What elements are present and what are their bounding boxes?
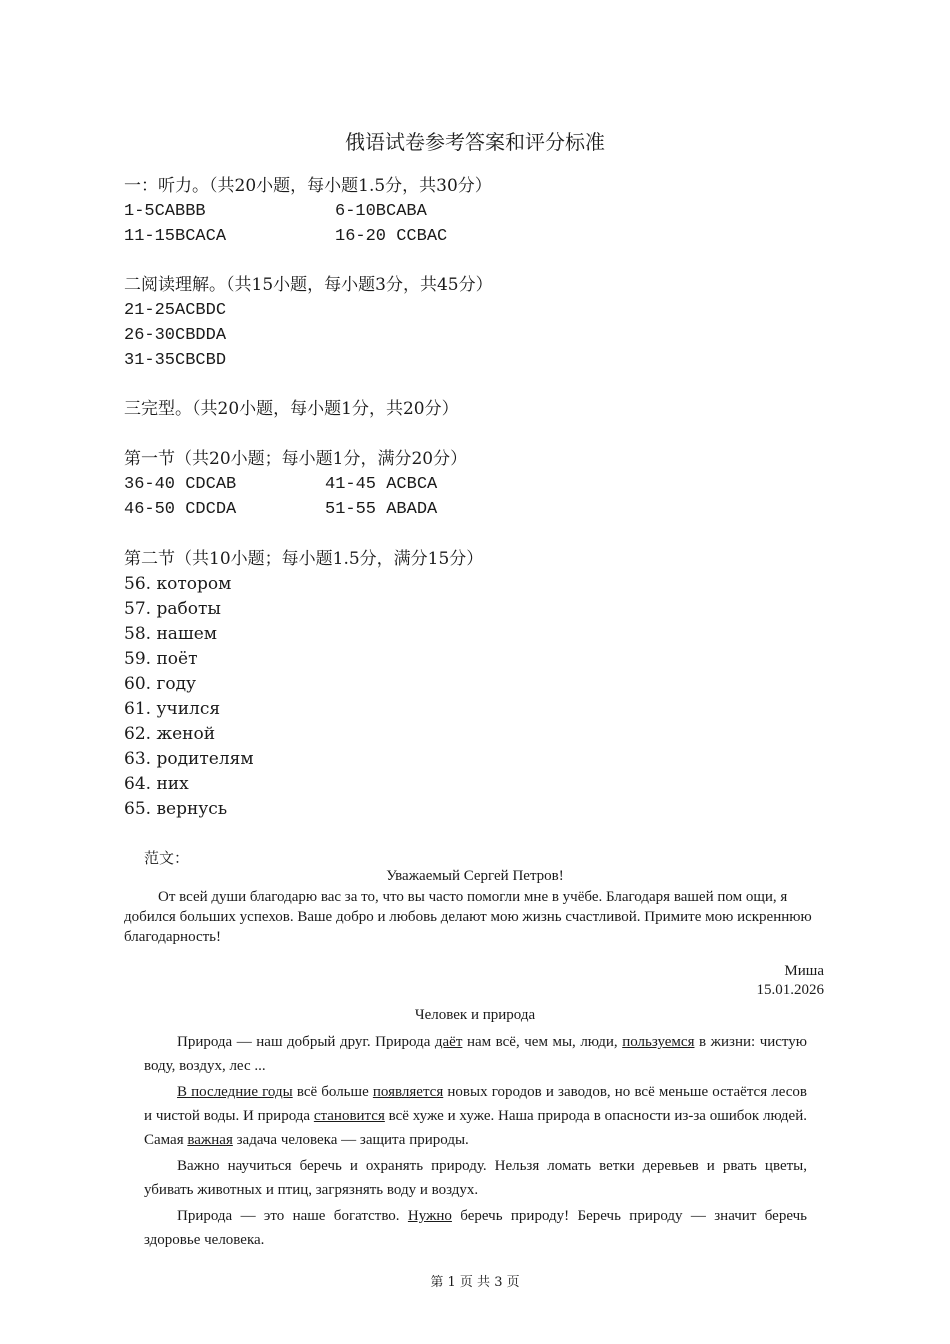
list-item: 62. женой <box>124 724 216 744</box>
list-item: 60. году <box>124 674 197 694</box>
letter-signature: Миша <box>784 963 824 979</box>
essay-title: Человек и природа <box>414 1007 536 1023</box>
page-footer: 第 1 页 共 3 页 <box>430 1275 520 1290</box>
answer-row: 11-15BCACA <box>124 227 227 246</box>
answer-row: 41-45 ACBCA <box>325 475 438 494</box>
list-item: 63. родителям <box>124 749 254 769</box>
list-item: 59. поёт <box>124 649 198 669</box>
essay-paragraph: Важно научиться беречь и охранять природу. Нельзя ломать ветки деревьев и рвать цветы, убивать животных и птиц, загрязнять воду и воздух. <box>144 1158 807 1198</box>
answer-row: 1-5CABBB <box>124 202 206 221</box>
essay-paragraph: Природа — это наше богатство. Нужно беречь природу! Беречь природу — значит беречь здоровье человека. <box>144 1208 807 1248</box>
list-item: 57. работы <box>124 599 221 619</box>
page-title: 俄语试卷参考答案和评分标准 <box>345 130 605 154</box>
part2-heading: 第二节（共10小题；每小题1.5分，满分15分） <box>124 549 484 569</box>
letter-greeting: Уважаемый Сергей Петров! <box>386 868 564 884</box>
list-item: 61. учился <box>124 699 221 719</box>
answer-row: 46-50 CDCDA <box>124 500 237 519</box>
list-item: 64. них <box>124 774 189 794</box>
letter-date: 15.01.2026 <box>756 982 824 998</box>
section1-heading: 一：听力。（共20小题，每小题1.5分，共30分） <box>124 176 492 196</box>
answer-row: 36-40 CDCAB <box>124 475 237 494</box>
answer-row: 26-30CBDDA <box>124 326 227 345</box>
essay-paragraph: Природа — наш добрый друг. Природа даёт нам всё, чем мы, люди, пользуемся в жизни: чистую воду, воздух, лес ... <box>144 1034 807 1074</box>
sample-label: 范文： <box>144 849 190 867</box>
answer-row: 51-55 ABADA <box>325 500 438 519</box>
answer-row: 31-35CBCBD <box>124 351 227 370</box>
letter-body: От всей души благодарю вас за то, что вы часто помогли мне в учёбе. Благодаря вашей пом ощи, я добился больших успехов. Ваше добро и любовь делают мою жизнь счастливой. Примите мою искреннюю благодарность! <box>124 889 812 945</box>
answer-row: 21-25ACBDC <box>124 301 227 320</box>
essay-paragraph: В последние годы всё больше появляется новых городов и заводов, но всё меньше остаётся лесов и чистой воды. И природа становится всё хуже и хуже. Наша природа в опасности из-за ошибок людей. Самая важная задача человека — защита природы. <box>144 1084 808 1148</box>
list-item: 65. вернусь <box>124 799 228 819</box>
answer-row: 6-10BCABA <box>335 202 427 221</box>
part1-heading: 第一节（共20小题；每小题1分，满分20分） <box>124 449 468 469</box>
answer-row: 16-20 CCBAC <box>335 227 448 246</box>
section3-heading: 三完型。（共20小题，每小题1分，共20分） <box>124 399 459 419</box>
list-item: 56. котором <box>124 574 232 594</box>
section2-heading: 二阅读理解。（共15小题，每小题3分，共45分） <box>124 275 493 295</box>
list-item: 58. нашем <box>124 624 218 644</box>
